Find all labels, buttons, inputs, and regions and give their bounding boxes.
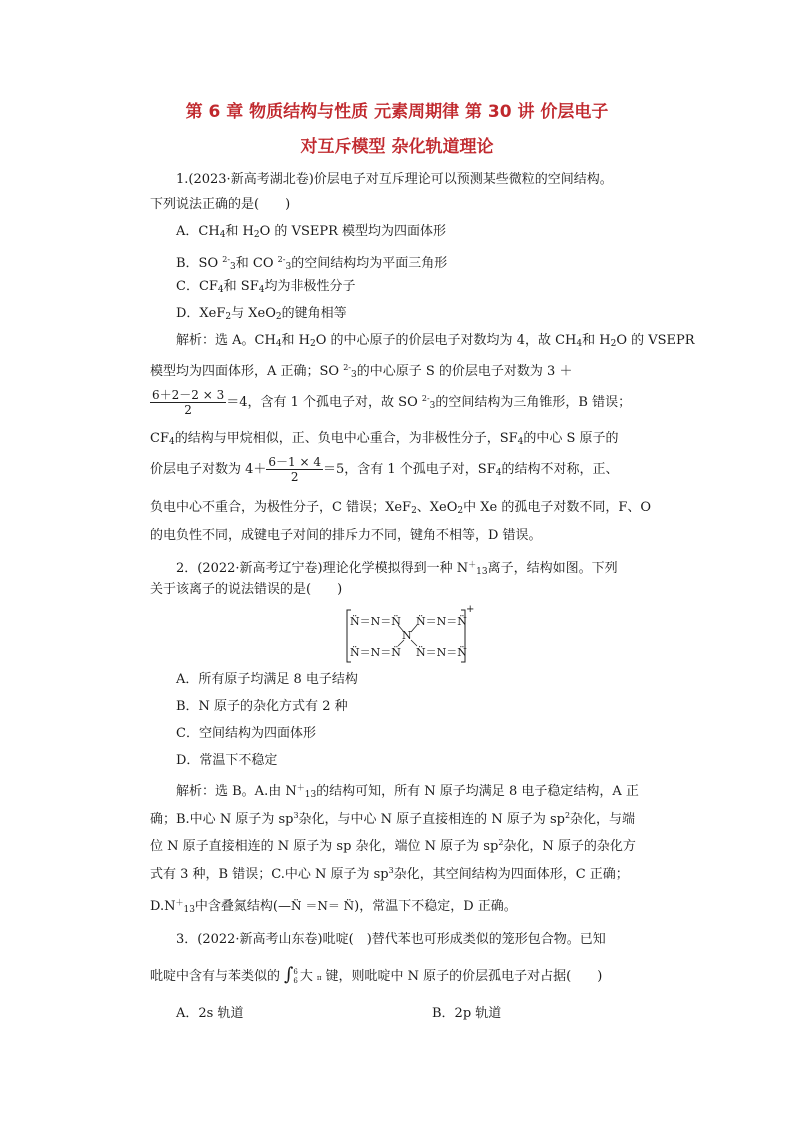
q2-explanation-line: 解析：选 B。A.由 $N^+_{13}$的结构可知，所有 N 原子均满足 8 电子稳定结构，A 正 [176, 783, 639, 800]
q2-explanation-line: $D.N^+_{13}$中含叠氮结构(—N̈ ＝N＝ N̈)，常温下不稳定，D 正确。 [150, 898, 517, 915]
q1-option-a: A．$CH_4$和 $H_2O$ 的 VSEPR 模型均为四面体形 [176, 224, 447, 240]
q3-option-b: B．2p 轨道 [432, 1006, 502, 1021]
q3-stem: 3．(2022·新高考山东卷)吡啶( )替代苯也可形成类似的笼形包合物。已知 [176, 932, 606, 947]
q1-explanation-line: $\frac{6+2-2 \times 3}{2}$ ＝4，含有 1 个孤电子对，故 SO $^{2-}_3$的空间结构为三角锥形，B 错误； [152, 388, 632, 417]
ion-charge: + [466, 604, 475, 615]
q2-explanation-line: 位 N 原子直接相连的 N 原子为 sp 杂化，端位 N 原子为 $sp^2$杂化，N 原子的杂化方 [150, 838, 636, 854]
q3-option-a: A．2s 轨道 [176, 1006, 244, 1021]
n13-ion-structure [346, 604, 475, 664]
azide-arm-bottom-left: N̈＝N＝N̈ [350, 646, 401, 659]
q1-explanation-line: 模型均为四面体形，A 正确；SO $^{2-}_3$的中心原子 S 的价层电子对数为 3 ＋ [150, 363, 573, 380]
q1-option-b: B．SO $^{2-}_3$和 CO $^{2-}_3$的空间结构均为平面三角形 [176, 255, 448, 272]
page-title-line1: 第 6 章 物质结构与性质 元素周期律 第 30 讲 价层电子 [185, 102, 609, 122]
q2-stem-cont: 关于该离子的说法错误的是( ) [150, 582, 343, 597]
q1-stem: 1.(2023·新高考湖北卷)价层电子对互斥理论可以预测某些微粒的空间结构。 [176, 172, 613, 187]
q2-option-c: C．空间结构为四面体形 [176, 726, 316, 741]
page-title-line2: 对互斥模型 杂化轨道理论 [300, 137, 494, 157]
q1-explanation-line: $CF_4$的结构与甲烷相似，正、负电中心重合，为非极性分子，$SF_4$的中心 S 原子的 [150, 431, 619, 447]
q1-explanation-line: 解析：选 A。$CH_4$和 $H_2O$ 的中心原子的价层电子对数均为 4，故 $CH_4$和 $H_2O$ 的 VSEPR [176, 333, 695, 349]
q2-explanation-line: 确；B.中心 N 原子为 $sp^3$杂化，与中心 N 原子直接相连的 N 原子为 $sp^2$杂化，与端 [150, 811, 636, 827]
fraction: $\frac{6+2-2 \times 3}{2}$ [152, 388, 225, 417]
q3-stem-cont: 吡啶中含有与苯类似的 ∫ 6 6 大 π 键，则吡啶中 N 原子的价层孤电子对占据( ) [150, 964, 603, 985]
azide-arm-top-left: N̈＝N＝N̈ [350, 615, 401, 628]
q1-explanation-line: 的电负性不同，成键电子对间的排斥力不同，键角不相等，D 错误。 [150, 528, 542, 543]
q1-explanation-line: 价层电子对数为 4＋ $\frac{6-1 \times 4}{2}$ ＝5，含有 1 个孤电子对，$SF_4$的结构不对称，正、 [150, 455, 619, 484]
q2-explanation-line: 式有 3 种，B 错误；C.中心 N 原子为 $sp^3$杂化，其空间结构为四面体形，C 正确； [150, 866, 629, 882]
fraction: $\frac{6-1 \times 4}{2}$ [268, 455, 321, 484]
central-n-atom: N [402, 629, 412, 642]
q1-option-c: C．$CF_4$和 $SF_4$均为非极性分子 [176, 279, 356, 295]
q1-option-d: D．XeF$_2$与 XeO$_2$的键角相等 [176, 306, 347, 322]
integral-sign: ∫ [284, 964, 294, 985]
q1-stem-cont: 下列说法正确的是( ) [150, 197, 291, 212]
q2-option-a: A．所有原子均满足 8 电子结构 [176, 672, 358, 687]
q2-stem: 2．(2022·新高考辽宁卷)理论化学模拟得到一种 $N^+_{13}$离子，结构如图。下列 [176, 560, 618, 577]
azide-arm-bottom-right: N̈＝N＝N̈ [416, 646, 467, 659]
azide-structure: N̈ ＝N＝ N̈ [291, 899, 355, 913]
q2-option-b: B．N 原子的杂化方式有 2 种 [176, 699, 348, 714]
q1-explanation-line: 负电中心不重合，为极性分子，C 错误；XeF$_2$、XeO$_2$中 Xe 的孤电子对数不同，F、O [150, 500, 652, 516]
azide-arm-top-right: N̈＝N＝N̈ [416, 615, 467, 628]
q2-option-d: D．常温下不稳定 [176, 753, 278, 768]
